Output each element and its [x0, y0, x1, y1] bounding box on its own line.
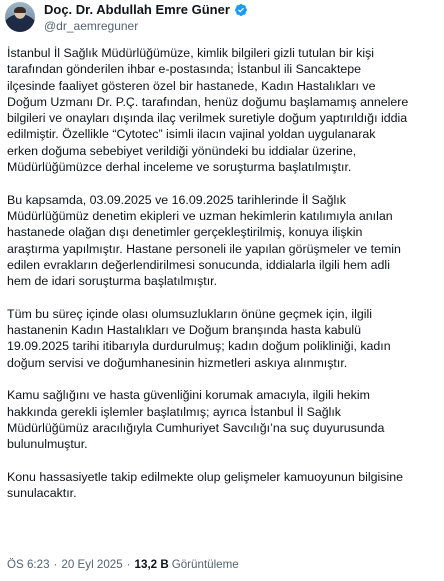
verified-badge-svg: [234, 3, 248, 17]
tweet-date[interactable]: 20 Eyl 2025: [61, 558, 123, 571]
verified-badge-icon: [234, 3, 248, 17]
tweet-paragraph-2: Bu kapsamda, 03.09.2025 ve 16.09.2025 tarihlerinde İl Sağlık Müdürlüğümüz denetim ekipleri ve uzman hekimlerin katılımıyla anılan hastanede olağan dışı denetimler gerçekleştirilmiş, konuya ilişkin araştırma yapılmıştır. Hastane personeli ile yapılan görüşmeler ve temin edilen evrakların değerlendirilmesi sonucunda, iddialarla ilgili hem adli hem de idari soruşturma başlatılmıştır.: [7, 192, 401, 289]
tweet-paragraph-1: İstanbul İl Sağlık Müdürlüğümüze, kimlik bilgileri gizli tutulan bir kişi tarafından gönderilen ihbar e-postasında; İstanbul ili Sancaktepe ilçesinde faaliyet gösteren özel bir hastanede, Kadın Hastalıkları ve Doğum Uzmanı Dr. P.Ç. tarafından, henüz doğumu başlamamış annelere bilgileri ve onayları dışında ilaç verilmek suretiyle doğum yaptırıldığı iddia edilmiştir. Özellikle “Cytotec” isimli ilacın vajinal yoldan uygulanarak erken doğuma sebebiyet verildiği yönündeki bu iddialar üzerine, Müdürlüğümüzce derhal inceleme ve soruşturma başlatılmıştır.: [7, 46, 409, 175]
meta-separator-2: ·: [126, 558, 131, 571]
tweet-paragraph-4: Kamu sağlığını ve hasta güvenliğini korumak amacıyla, ilgili hekim hakkında gerekli işlemler başlatılmış; ayrıca İstanbul İl Sağlık Müdürlüğümüz aracılığıyla Cumhuriyet Savcılığı’na suç duyurusunda bulunulmuştur.: [7, 388, 385, 452]
tweet-time[interactable]: ÖS 6:23: [7, 558, 50, 571]
avatar[interactable]: [5, 2, 35, 32]
tweet-paragraph-3: Tüm bu süreç içinde olası olumsuzlukların önüne geçmek için, ilgili hastanenin Kadın Hastalıkları ve Doğum branşında hasta kabulü 19.09.2025 tarihi itibarıyla durdurulmuş; kadın doğum polikliniği, kadın doğum servisi ve doğumhanesinin hizmetleri askıya alınmıştır.: [7, 306, 391, 370]
tweet-text: [7, 45, 437, 518]
tweet-meta: [7, 558, 239, 571]
views-label: Görüntüleme: [171, 558, 239, 571]
tweet-header: [0, 0, 444, 36]
author-handle[interactable]: @dr_aemreguner: [44, 19, 139, 33]
author-display-name[interactable]: Doç. Dr. Abdullah Emre Güner: [44, 2, 230, 17]
meta-separator: ·: [53, 558, 58, 571]
tweet-paragraph-5: Konu hassasiyetle takip edilmekte olup gelişmeler kamuoyunun bilgisine sunulacaktır.: [7, 469, 404, 501]
author-name-row[interactable]: [44, 2, 248, 17]
views-count[interactable]: 13,2 B: [134, 558, 169, 571]
avatar-hair: [14, 7, 26, 13]
